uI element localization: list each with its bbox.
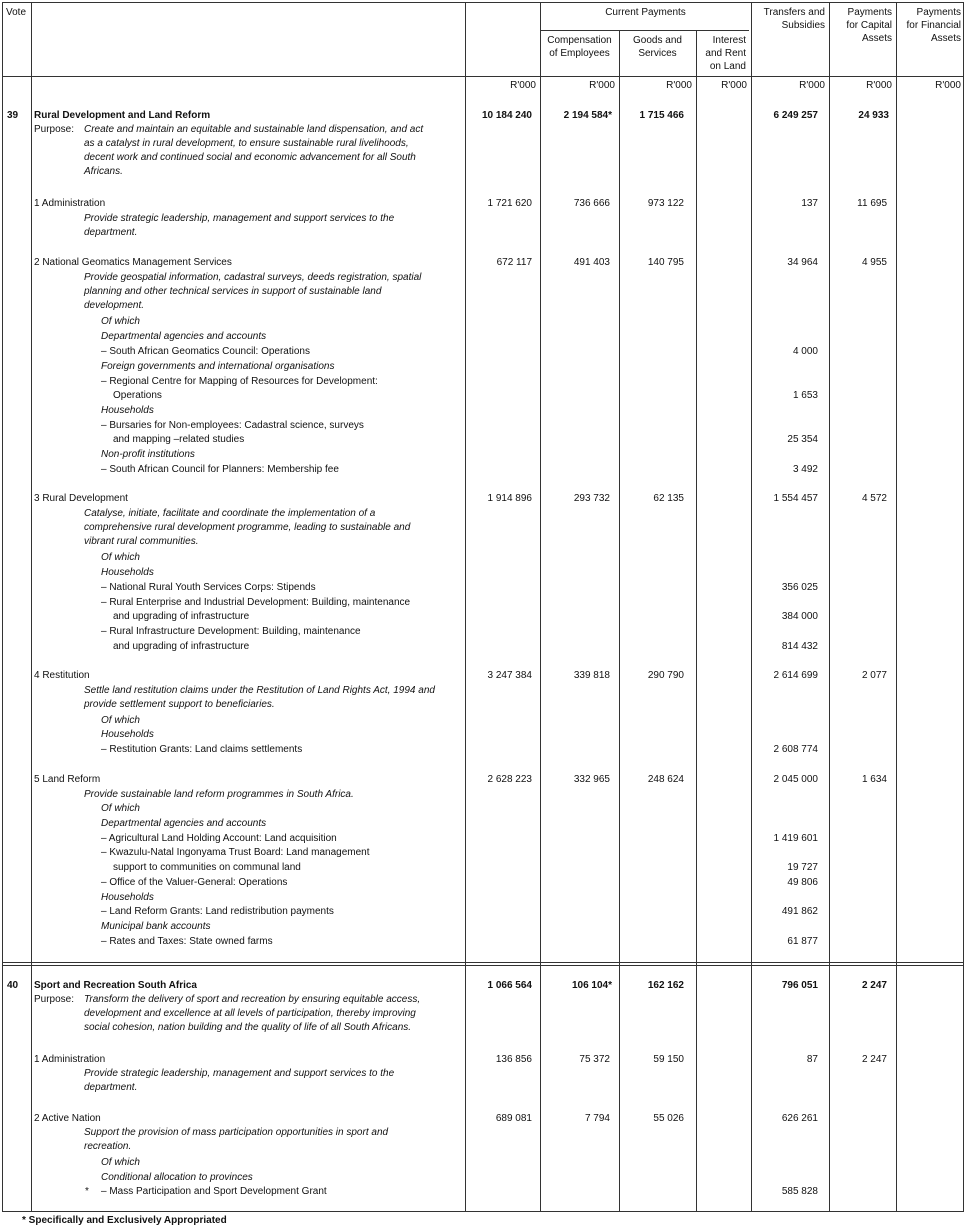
line-item-cont: and upgrading of infrastructure — [113, 641, 250, 652]
programme-desc: vibrant rural communities. — [84, 536, 199, 547]
header-divider — [540, 30, 749, 31]
line-item: – Office of the Valuer-General: Operations — [101, 877, 288, 888]
programme-desc: Settle land restitution claims under the Restitution of Land Rights Act, 1994 and — [84, 685, 435, 696]
line-item-value: 4 000 — [792, 346, 818, 357]
programme-total: 3 247 384 — [487, 670, 532, 681]
line-item: – Mass Participation and Sport Development Grant — [101, 1186, 327, 1197]
line-item-value: 2 608 774 — [773, 744, 818, 755]
unit-label: R'000 — [510, 80, 536, 91]
of-which-label: Of which — [101, 715, 140, 726]
goods-header-1: Goods and — [633, 35, 682, 46]
vote-comp: 2 194 584* — [563, 110, 612, 121]
programme-capital: 2 247 — [861, 1054, 887, 1065]
programme-transfers: 2 614 699 — [773, 670, 818, 681]
line-item: – Kwazulu-Natal Ingonyama Trust Board: Land management — [101, 847, 370, 858]
line-item: – Land Reform Grants: Land redistribution payments — [101, 906, 334, 917]
programme-title: 5 Land Reform — [34, 774, 101, 785]
programme-total: 136 856 — [495, 1054, 532, 1065]
programme-goods: 973 122 — [647, 198, 684, 209]
financial-header-2: for Financial — [906, 20, 961, 31]
group-label: Households — [101, 405, 154, 416]
column-divider — [31, 3, 32, 1211]
group-label: Conditional allocation to provinces — [101, 1172, 253, 1183]
programme-comp: 332 965 — [573, 774, 610, 785]
line-item: – Rates and Taxes: State owned farms — [101, 936, 273, 947]
programme-desc: provide settlement support to beneficiaries. — [84, 699, 275, 710]
programme-title: 2 Active Nation — [34, 1113, 101, 1124]
line-item-value: 25 354 — [787, 434, 818, 445]
line-item: – Bursaries for Non-employees: Cadastral science, surveys — [101, 420, 364, 431]
programme-comp: 75 372 — [579, 1054, 610, 1065]
purpose-text: Africans. — [84, 166, 123, 177]
programme-desc: comprehensive rural development programme, leading to sustainable and — [84, 522, 411, 533]
programme-comp: 293 732 — [573, 493, 610, 504]
programme-desc: Provide sustainable land reform programmes in South Africa. — [84, 789, 354, 800]
vote-goods: 162 162 — [647, 980, 684, 991]
line-item-value: 19 727 — [787, 862, 818, 873]
financial-header-1: Payments — [916, 7, 961, 18]
capital-header-3: Assets — [861, 33, 892, 44]
column-divider — [465, 3, 466, 1211]
of-which-label: Of which — [101, 552, 140, 563]
programme-desc: Provide strategic leadership, management and support services to the — [84, 213, 395, 224]
line-item: – Agricultural Land Holding Account: Land acquisition — [101, 833, 337, 844]
purpose-label: Purpose: — [34, 994, 75, 1005]
line-item: – South African Geomatics Council: Operations — [101, 346, 310, 357]
line-item-value: 491 862 — [781, 906, 818, 917]
programme-desc: department. — [84, 227, 138, 238]
programme-transfers: 2 045 000 — [773, 774, 818, 785]
programme-title: 3 Rural Development — [34, 493, 128, 504]
column-divider — [540, 3, 541, 1211]
line-item-value: 61 877 — [787, 936, 818, 947]
footnote: * Specifically and Exclusively Appropriated — [22, 1215, 227, 1226]
header-bottom-line — [3, 76, 963, 77]
group-label: Foreign governments and international organisations — [101, 361, 335, 372]
line-item-cont: and upgrading of infrastructure — [113, 611, 250, 622]
vote-number: 40 — [7, 980, 19, 991]
group-label: Municipal bank accounts — [101, 921, 211, 932]
line-item-cont: support to communities on communal land — [113, 862, 301, 873]
line-item-value: 3 492 — [792, 464, 818, 475]
purpose-text: decent work and continued social and economic advancement for all South — [84, 152, 416, 163]
programme-comp: 7 794 — [584, 1113, 610, 1124]
goods-header-2: Services — [638, 48, 677, 59]
group-label: Departmental agencies and accounts — [101, 818, 267, 829]
transfers-header-1: Transfers and — [763, 7, 825, 18]
programme-goods: 248 624 — [647, 774, 684, 785]
vote-title: Rural Development and Land Reform — [34, 110, 211, 121]
capital-header-2: for Capital — [846, 20, 892, 31]
comp-header-1: Compensation — [547, 35, 612, 46]
of-which-label: Of which — [101, 803, 140, 814]
capital-header-1: Payments — [847, 7, 892, 18]
unit-label: R'000 — [589, 80, 615, 91]
appropriation-table — [2, 2, 964, 1212]
programme-comp: 736 666 — [573, 198, 610, 209]
interest-header-3: on Land — [709, 61, 746, 72]
programme-title: 1 Administration — [34, 198, 106, 209]
unit-label: R'000 — [666, 80, 692, 91]
programme-transfers: 87 — [806, 1054, 818, 1065]
vote-number: 39 — [7, 110, 19, 121]
of-which-label: Of which — [101, 1157, 140, 1168]
group-label: Departmental agencies and accounts — [101, 331, 267, 342]
group-label: Households — [101, 892, 154, 903]
line-item: – National Rural Youth Services Corps: Stipends — [101, 582, 316, 593]
unit-label: R'000 — [721, 80, 747, 91]
column-divider — [696, 30, 697, 1211]
programme-goods: 62 135 — [653, 493, 684, 504]
line-item: – Restitution Grants: Land claims settlements — [101, 744, 303, 755]
line-item-value: 1 653 — [792, 390, 818, 401]
group-label: Households — [101, 567, 154, 578]
column-divider — [896, 3, 897, 1211]
programme-comp: 339 818 — [573, 670, 610, 681]
column-divider — [751, 3, 752, 1211]
purpose-text: Transform the delivery of sport and recreation by ensuring equitable access, — [84, 994, 421, 1005]
programme-total: 672 117 — [496, 257, 532, 268]
comp-header-2: of Employees — [549, 48, 610, 59]
programme-capital: 4 955 — [861, 257, 887, 268]
programme-desc: Provide geospatial information, cadastral surveys, deeds registration, spatial — [84, 272, 422, 283]
programme-desc: department. — [84, 1082, 138, 1093]
programme-goods: 55 026 — [653, 1113, 684, 1124]
programme-goods: 140 795 — [647, 257, 684, 268]
line-item-value: 1 419 601 — [773, 833, 818, 844]
current-payments-header: Current Payments — [605, 7, 686, 18]
programme-desc: Provide strategic leadership, management and support services to the — [84, 1068, 395, 1079]
programme-total: 2 628 223 — [487, 774, 532, 785]
programme-goods: 59 150 — [653, 1054, 684, 1065]
purpose-text: development and excellence at all levels of participation, thereby improving — [84, 1008, 416, 1019]
programme-transfers: 1 554 457 — [773, 493, 818, 504]
line-item-value: 585 828 — [781, 1186, 818, 1197]
vote-capital: 24 933 — [858, 110, 889, 121]
line-item: – Rural Infrastructure Development: Building, maintenance — [101, 626, 361, 637]
vote-header: Vote — [6, 7, 27, 18]
programme-transfers: 137 — [801, 198, 818, 209]
purpose-text: Create and maintain an equitable and sustainable land dispensation, and act — [84, 124, 424, 135]
column-divider — [829, 3, 830, 1211]
programme-transfers: 34 964 — [787, 257, 818, 268]
interest-header-2: and Rent — [705, 48, 746, 59]
programme-title: 2 National Geomatics Management Services — [34, 257, 232, 268]
interest-header-1: Interest — [712, 35, 746, 46]
programme-transfers: 626 261 — [781, 1113, 818, 1124]
vote-capital: 2 247 — [861, 980, 887, 991]
line-item-cont: and mapping –related studies — [113, 434, 245, 445]
unit-label: R'000 — [935, 80, 961, 91]
programme-capital: 2 077 — [861, 670, 887, 681]
line-item-value: 356 025 — [781, 582, 818, 593]
programme-total: 1 721 620 — [487, 198, 532, 209]
financial-header-3: Assets — [930, 33, 961, 44]
vote-transfers: 6 249 257 — [773, 110, 818, 121]
unit-label: R'000 — [866, 80, 892, 91]
vote-comp: 106 104* — [571, 980, 612, 991]
programme-capital: 11 695 — [857, 198, 887, 209]
programme-desc: planning and other technical services in support of sustainable land — [84, 286, 382, 297]
vote-title: Sport and Recreation South Africa — [34, 980, 197, 991]
transfers-header-2: Subsidies — [781, 20, 825, 31]
purpose-text: as a catalyst in rural development, to ensure sustainable rural livelihoods, — [84, 138, 409, 149]
line-item-value: 384 000 — [781, 611, 818, 622]
specifically-appropriated-marker: * — [85, 1186, 89, 1197]
line-item: – South African Council for Planners: Membership fee — [101, 464, 339, 475]
programme-total: 1 914 896 — [487, 493, 532, 504]
group-label: Households — [101, 729, 154, 740]
programme-title: 4 Restitution — [34, 670, 90, 681]
vote-total: 1 066 564 — [487, 980, 532, 991]
programme-goods: 290 790 — [647, 670, 684, 681]
programme-title: 1 Administration — [34, 1054, 106, 1065]
programme-capital: 4 572 — [861, 493, 887, 504]
line-item-cont: Operations — [113, 390, 162, 401]
programme-comp: 491 403 — [573, 257, 610, 268]
vote-separator — [3, 962, 963, 963]
vote-goods: 1 715 466 — [639, 110, 684, 121]
line-item-value: 49 806 — [787, 877, 818, 888]
line-item: – Rural Enterprise and Industrial Development: Building, maintenance — [101, 597, 411, 608]
group-label: Non-profit institutions — [101, 449, 195, 460]
vote-total: 10 184 240 — [481, 110, 532, 121]
purpose-text: social cohesion, nation building and the quality of life of all South Africans. — [84, 1022, 412, 1033]
programme-desc: recreation. — [84, 1141, 132, 1152]
programme-desc: Catalyse, initiate, facilitate and coordinate the implementation of a — [84, 508, 376, 519]
line-item: – Regional Centre for Mapping of Resources for Development: — [101, 376, 378, 387]
programme-desc: development. — [84, 300, 145, 311]
purpose-label: Purpose: — [34, 124, 75, 135]
line-item-value: 814 432 — [781, 641, 818, 652]
programme-desc: Support the provision of mass participation opportunities in sport and — [84, 1127, 389, 1138]
of-which-label: Of which — [101, 316, 140, 327]
programme-total: 689 081 — [495, 1113, 532, 1124]
vote-separator — [3, 965, 963, 966]
vote-transfers: 796 051 — [781, 980, 818, 991]
unit-label: R'000 — [799, 80, 825, 91]
programme-capital: 1 634 — [861, 774, 887, 785]
